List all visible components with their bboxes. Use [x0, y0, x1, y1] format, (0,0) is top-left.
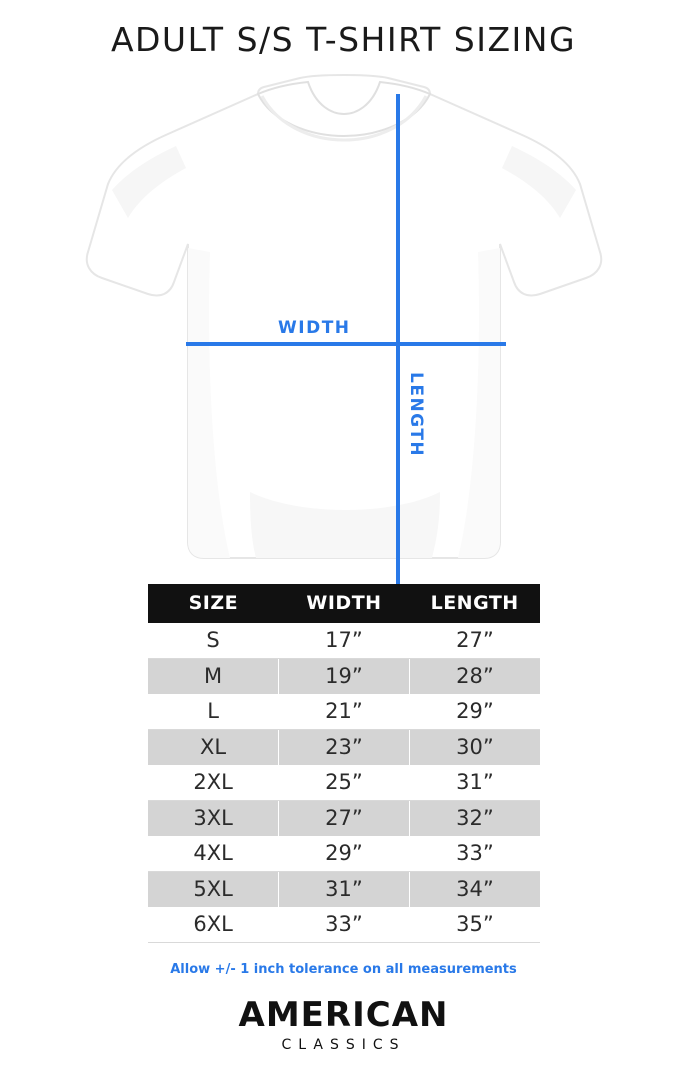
- cell-size: 6XL: [148, 907, 279, 943]
- cell-length: 31”: [409, 765, 540, 801]
- brand-subtitle: CLASSICS: [281, 1037, 406, 1053]
- tshirt-diagram: [0, 72, 687, 572]
- cell-width: 27”: [279, 801, 410, 837]
- table-row: [148, 659, 540, 695]
- table-row: [148, 623, 540, 659]
- header-size: SIZE: [148, 584, 279, 623]
- cell-length: 27”: [409, 623, 540, 659]
- table-row: [148, 765, 540, 801]
- brand-name: AMERICAN: [238, 995, 449, 1035]
- width-label: WIDTH: [278, 318, 351, 338]
- tolerance-note: Allow +/- 1 inch tolerance on all measurements: [170, 962, 517, 977]
- table-row: [148, 694, 540, 730]
- width-measurement-line: [186, 342, 506, 346]
- cell-length: 28”: [456, 664, 494, 688]
- cell-width: 21”: [279, 694, 410, 730]
- cell-width: 19”: [279, 659, 410, 695]
- cell-length: 32”: [456, 806, 494, 830]
- cell-width: 33”: [279, 907, 410, 943]
- cell-size: 4XL: [148, 836, 279, 872]
- header-length: LENGTH: [409, 584, 540, 623]
- cell-width: 23”: [279, 730, 410, 766]
- cell-width: 31”: [279, 872, 410, 908]
- length-label: LENGTH: [406, 372, 426, 458]
- table-row: [148, 907, 540, 943]
- cell-width: 17”: [279, 623, 410, 659]
- length-measurement-line: [396, 94, 400, 590]
- page-title: ADULT S/S T-SHIRT SIZING: [110, 20, 577, 59]
- header-width: WIDTH: [279, 584, 410, 623]
- table-header-row: [148, 584, 540, 623]
- cell-width: 29”: [279, 836, 410, 872]
- cell-length: 33”: [409, 836, 540, 872]
- cell-width: 25”: [279, 765, 410, 801]
- table-row: [148, 730, 540, 766]
- cell-size: L: [148, 694, 279, 730]
- table-row: [148, 872, 540, 908]
- size-chart-table: [148, 584, 540, 943]
- cell-size: M: [148, 659, 279, 695]
- cell-size: 3XL: [148, 801, 279, 837]
- cell-length: 30”: [456, 735, 494, 759]
- cell-size: 2XL: [148, 765, 279, 801]
- cell-size: XL: [148, 730, 279, 766]
- cell-length: 29”: [409, 694, 540, 730]
- cell-size: S: [148, 623, 279, 659]
- table-row: [148, 836, 540, 872]
- cell-size: 5XL: [148, 872, 279, 908]
- table-row: [148, 801, 540, 837]
- cell-length: 34”: [456, 877, 494, 901]
- cell-length: 35”: [409, 907, 540, 943]
